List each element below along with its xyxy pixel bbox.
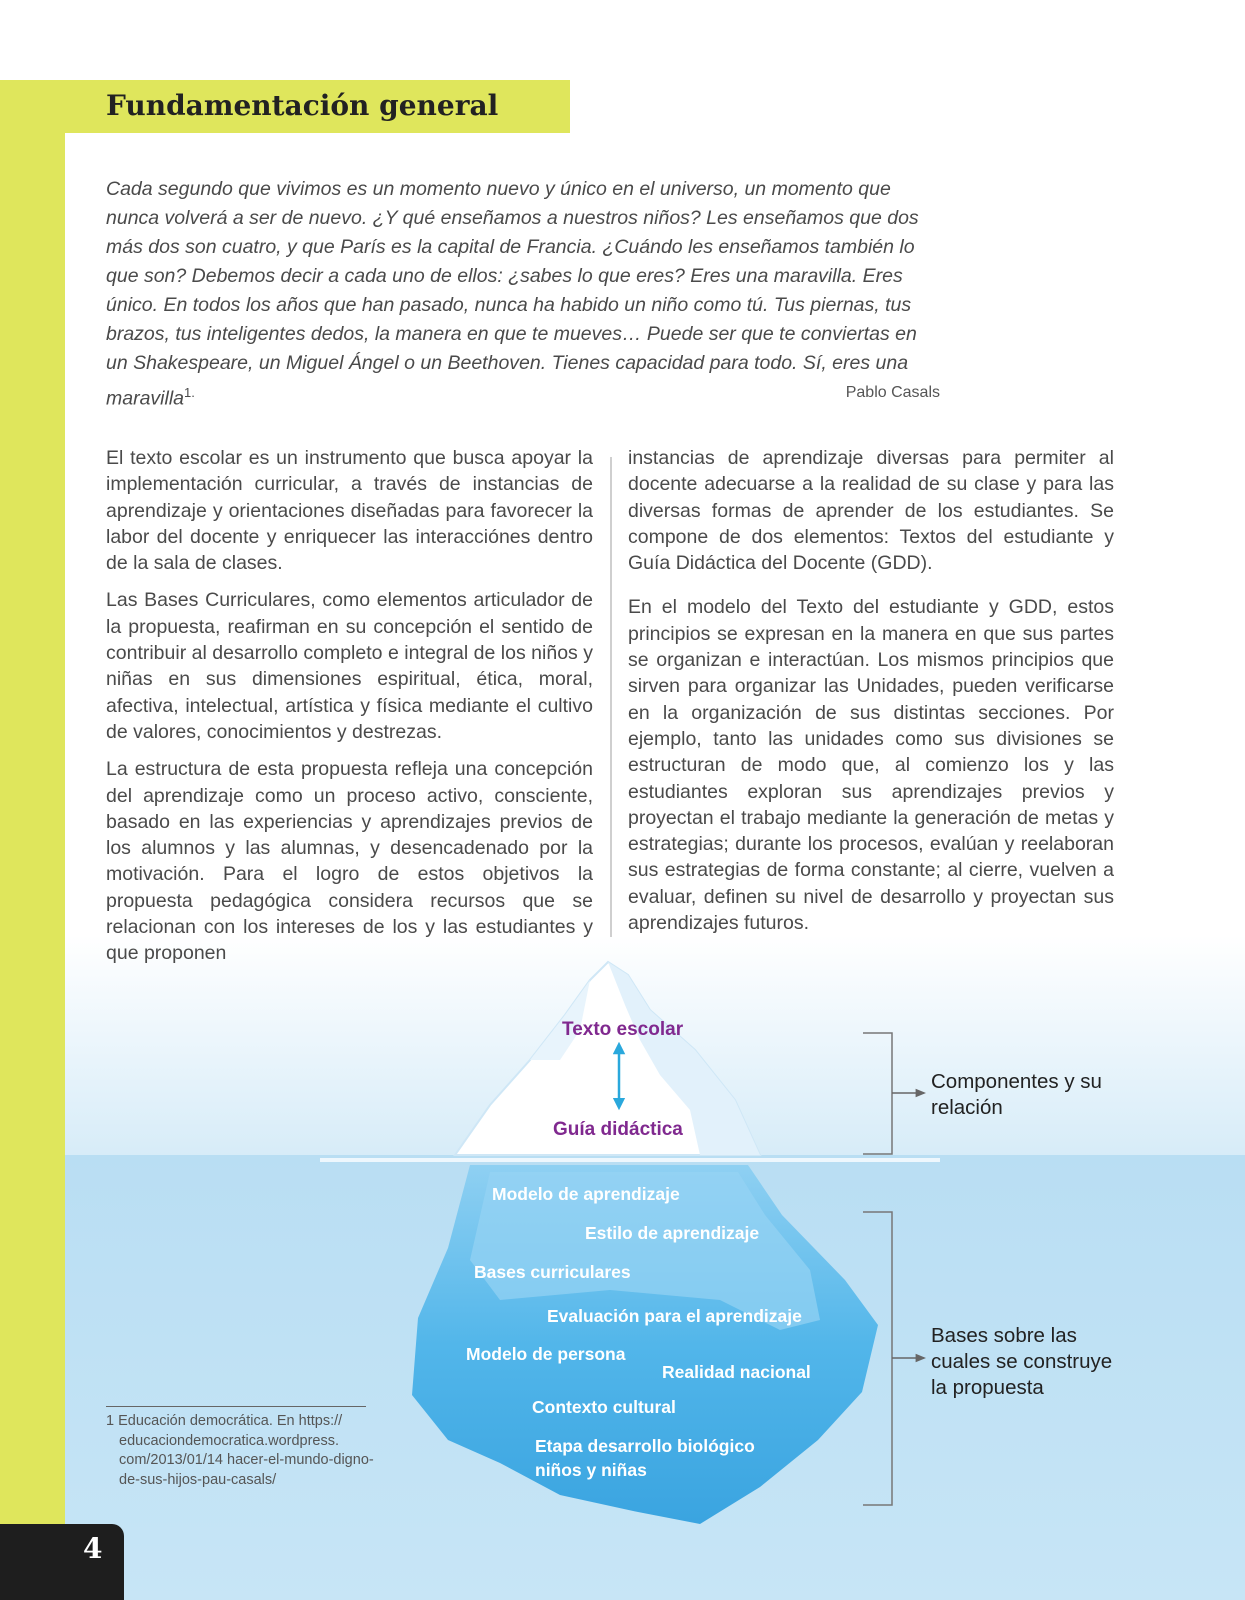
footnote: 1 Educación democrática. En https:// educaciondemocratica.wordpress. com/2013/01/14 hacer-el-mundo-digno-de-sus-hijos-pau-casals/ <box>106 1413 374 1488</box>
label-guia-didactica: Guía didáctica <box>553 1119 683 1140</box>
label-contexto-cultural: Contexto cultural <box>532 1397 676 1417</box>
label-estilo-aprendizaje: Estilo de aprendizaje <box>585 1223 760 1243</box>
label-ninos-ninas: niños y niñas <box>535 1460 647 1480</box>
label-modelo-persona: Modelo de persona <box>466 1344 626 1364</box>
side-accent-bar <box>0 80 65 1600</box>
epigraph-quote <box>106 175 921 414</box>
label-bases-curriculares: Bases curriculares <box>474 1262 631 1282</box>
label-realidad-nacional: Realidad nacional <box>662 1362 811 1382</box>
bracket-bottom-label: Bases sobre las cuales se construye la propuesta <box>931 1324 1113 1399</box>
body-column-left <box>106 445 593 978</box>
column-divider <box>610 457 612 937</box>
footnote-rule <box>106 1406 366 1407</box>
body-column-right <box>628 445 1114 947</box>
label-etapa-desarrollo: Etapa desarrollo biológico <box>535 1436 755 1456</box>
page-number-box <box>0 1524 124 1600</box>
label-modelo-aprendizaje: Modelo de aprendizaje <box>492 1184 680 1204</box>
paragraph: La estructura de esta propuesta refleja una concepción del aprendizaje como un proceso activo, consciente, basado en las experiencias y aprendizajes previos de los alumnos y las alumnas, y desencadenado por la motivación. Para el logro de estos objetivos la propuesta pedagógica considera recursos que se relacionan con los intereses de los y las estudiantes y que proponen <box>106 758 593 965</box>
paragraph: Las Bases Curriculares, como elementos articulador de la propuesta, reafirman en su concepción el sentido de contribuir al desarrollo completo e integral de los niños y niñas en sus dimensiones espiritual, ética, moral, afectiva, intelectual, artística y física mediante el cultivo de valores, conocimientos y destrezas. <box>106 589 593 743</box>
quote-footnote-marker: 1. <box>184 385 195 400</box>
page-number: 4 <box>83 1532 103 1565</box>
waterline <box>320 1158 940 1162</box>
page-title: Fundamentación general <box>106 89 499 122</box>
label-texto-escolar: Texto escolar <box>562 1019 684 1040</box>
label-evaluacion: Evaluación para el aprendizaje <box>547 1306 802 1326</box>
quote-author: Pablo Casals <box>845 384 940 401</box>
paragraph: instancias de aprendizaje diversas para permiter al docente adecuarse a la realidad de su clase y para las diversas formas de aprender de los estudiantes. Se compone de dos elementos: Textos del estudiante y Guía Didáctica del Docente (GDD). <box>628 447 1114 575</box>
paragraph: En el modelo del Texto del estudiante y GDD, estos principios se expresan en la manera en que sus partes se organizan e interactúan. Los mismos principios que sirven para organizar las Unidades, pueden verificarse en la organización de sus distintas secciones. Por ejemplo, tanto las unidades como sus divisiones se estructuran de modo que, al comienzo los y las estudiantes exploran sus aprendizajes previos y proyectan el trabajo mediante la generación de metas y estrategias; durante los procesos, evalúan y reelaboran sus estrategias de forma constante; al cierre, vuelven a evaluar, definen su nivel de desarrollo y proyectan sus aprendizajes futuros. <box>628 596 1114 935</box>
bracket-top-label: Componentes y su relación <box>931 1070 1102 1119</box>
quote-text: Cada segundo que vivimos es un momento nuevo y único en el universo, un momento que nunca volverá a ser de nuevo. ¿Y qué enseñamos a nuestros niños? Les enseñamos que dos más dos son cuatro, y que París es la capital de Francia. ¿Cuándo les enseñamos también lo que son? Debemos decir a cada uno de ellos: ¿sabes lo que eres? Eres una maravilla. Eres único. En todos los años que han pasado, nunca ha habido un niño como tú. Tus piernas, tus brazos, tus inteligentes dedos, la manera en que te mueves… Puede ser que te conviertas en un Shakespeare, un Miguel Ángel o un Beethoven. Tienes capacidad para todo. Sí, eres una maravilla <box>106 178 919 410</box>
paragraph: El texto escolar es un instrumento que busca apoyar la implementación curricular, a través de instancias de aprendizaje y orientaciones diseñadas para favorecer la labor del docente y enriquecer las interacciónes dentro de la sala de clases. <box>106 447 593 575</box>
